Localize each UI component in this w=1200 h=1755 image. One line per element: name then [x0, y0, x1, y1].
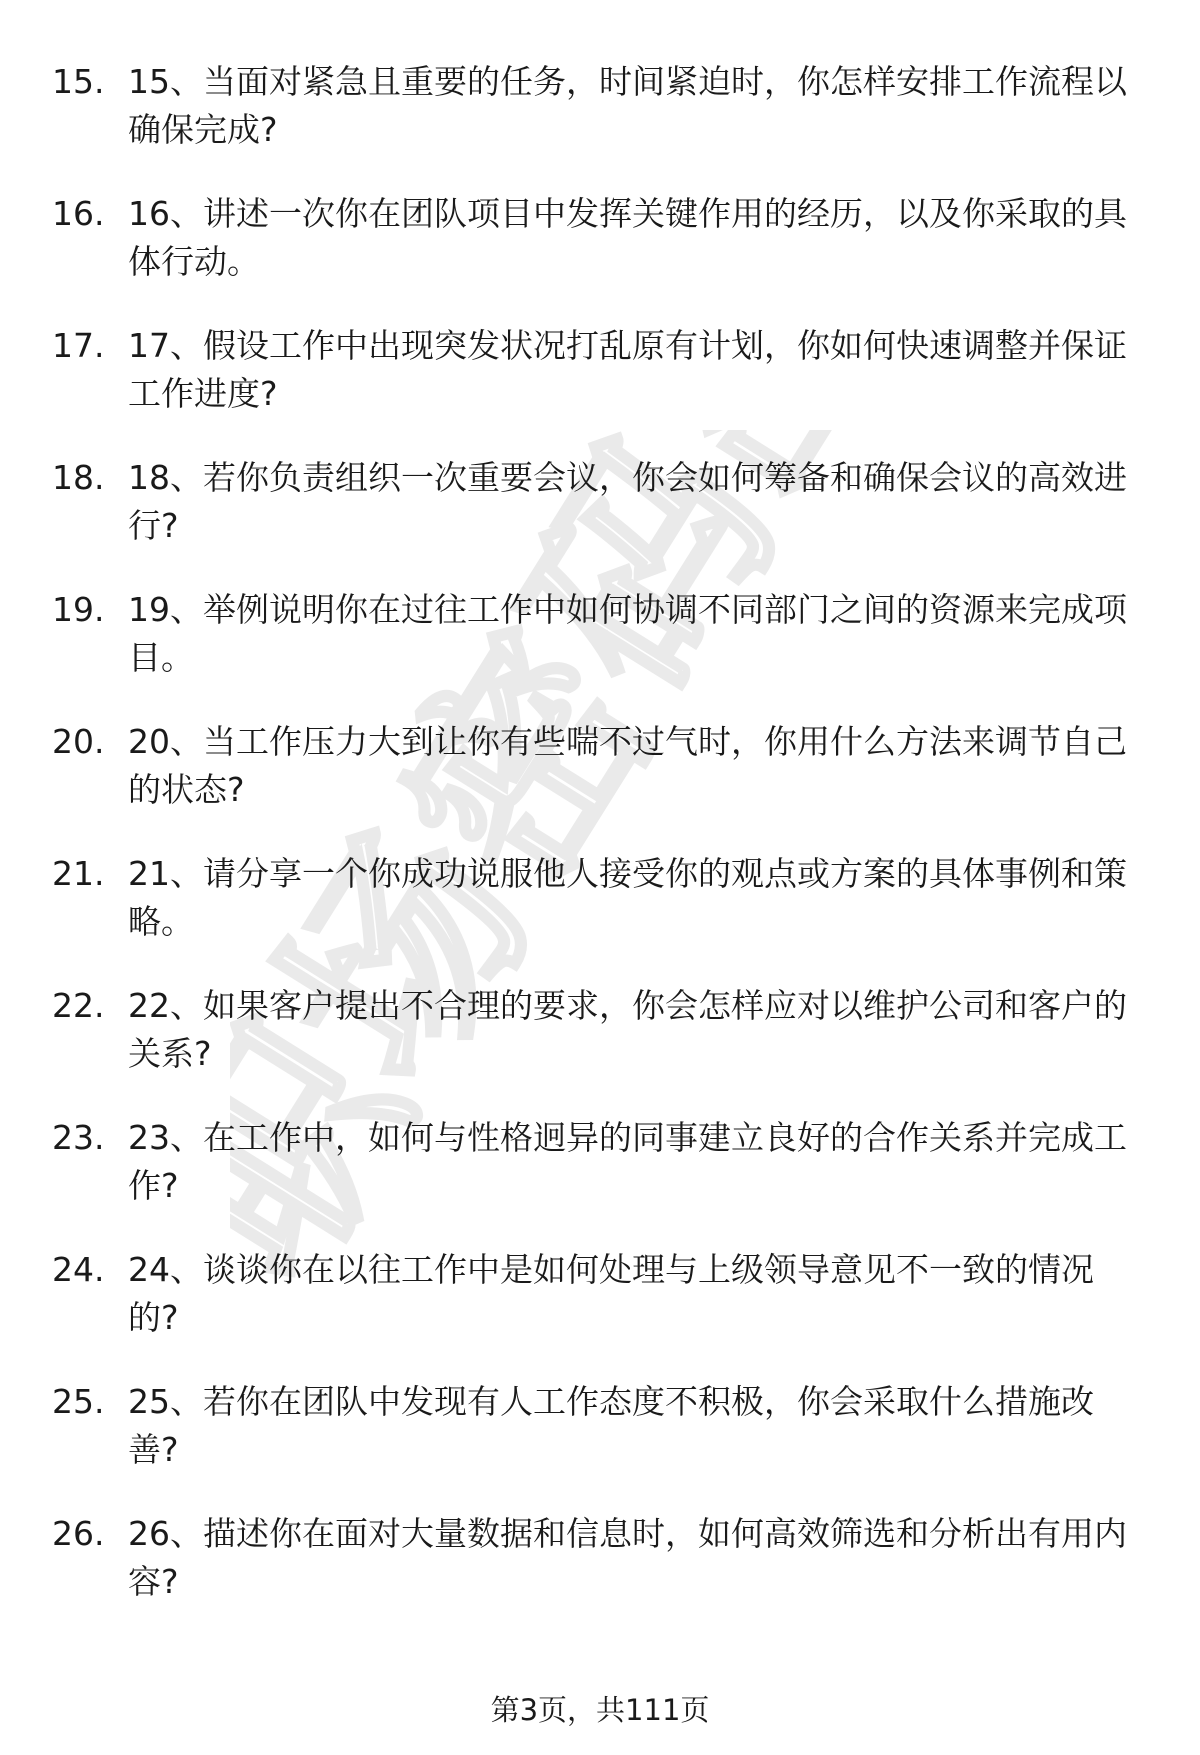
- list-item: [0, 850, 1200, 982]
- list-item: [0, 718, 1200, 850]
- list-item: [0, 1378, 1200, 1510]
- item-text: 15、当面对紧急且重要的任务，时间紧迫时，你怎样安排工作流程以确保完成?: [128, 62, 1127, 149]
- item-text: 24、谈谈你在以往工作中是如何处理与上级领导意见不一致的情况的?: [128, 1250, 1094, 1337]
- item-text: 23、在工作中，如何与性格迥异的同事建立良好的合作关系并完成工作?: [128, 1118, 1127, 1205]
- item-number: 24.: [52, 1250, 105, 1289]
- item-number: 16.: [52, 194, 105, 233]
- item-text: 20、当工作压力大到让你有些喘不过气时，你用什么方法来调节自己的状态?: [128, 722, 1127, 809]
- list-item: [0, 454, 1200, 586]
- item-number: 18.: [52, 458, 105, 497]
- list-item: [0, 190, 1200, 322]
- list-item: [0, 58, 1200, 190]
- item-number: 22.: [52, 986, 105, 1025]
- item-number: 25.: [52, 1382, 105, 1421]
- item-text: 21、请分享一个你成功说服他人接受你的观点或方案的具体事例和策略。: [128, 854, 1127, 941]
- item-text: 18、若你负责组织一次重要会议，你会如何筹备和确保会议的高效进行?: [128, 458, 1127, 545]
- item-number: 19.: [52, 590, 105, 629]
- list-item: [0, 586, 1200, 718]
- list-item: [0, 1510, 1200, 1642]
- item-number: 23.: [52, 1118, 105, 1157]
- list-item: [0, 982, 1200, 1114]
- item-text: 25、若你在团队中发现有人工作态度不积极，你会采取什么措施改善?: [128, 1382, 1094, 1469]
- list-item: [0, 322, 1200, 454]
- item-number: 21.: [52, 854, 105, 893]
- question-list: [0, 58, 1200, 1642]
- item-number: 26.: [52, 1514, 105, 1553]
- item-text: 22、如果客户提出不合理的要求，你会怎样应对以维护公司和客户的关系?: [128, 986, 1127, 1073]
- item-text: 19、举例说明你在过往工作中如何协调不同部门之间的资源来完成项目。: [128, 590, 1127, 677]
- item-text: 26、描述你在面对大量数据和信息时，如何高效筛选和分析出有用内容?: [128, 1514, 1127, 1601]
- item-number: 20.: [52, 722, 105, 761]
- item-number: 17.: [52, 326, 105, 365]
- item-text: 17、假设工作中出现突发状况打乱原有计划，你如何快速调整并保证工作进度?: [128, 326, 1127, 413]
- list-item: [0, 1114, 1200, 1246]
- item-text: 16、讲述一次你在团队项目中发挥关键作用的经历，以及你采取的具体行动。: [128, 194, 1127, 281]
- page-footer: [0, 1690, 1200, 1730]
- list-item: [0, 1246, 1200, 1378]
- page-number-label: 第3页，共111页: [490, 1693, 710, 1727]
- item-number: 15.: [52, 62, 105, 101]
- watermark-text: 职场密码出品: [230, 430, 1030, 1320]
